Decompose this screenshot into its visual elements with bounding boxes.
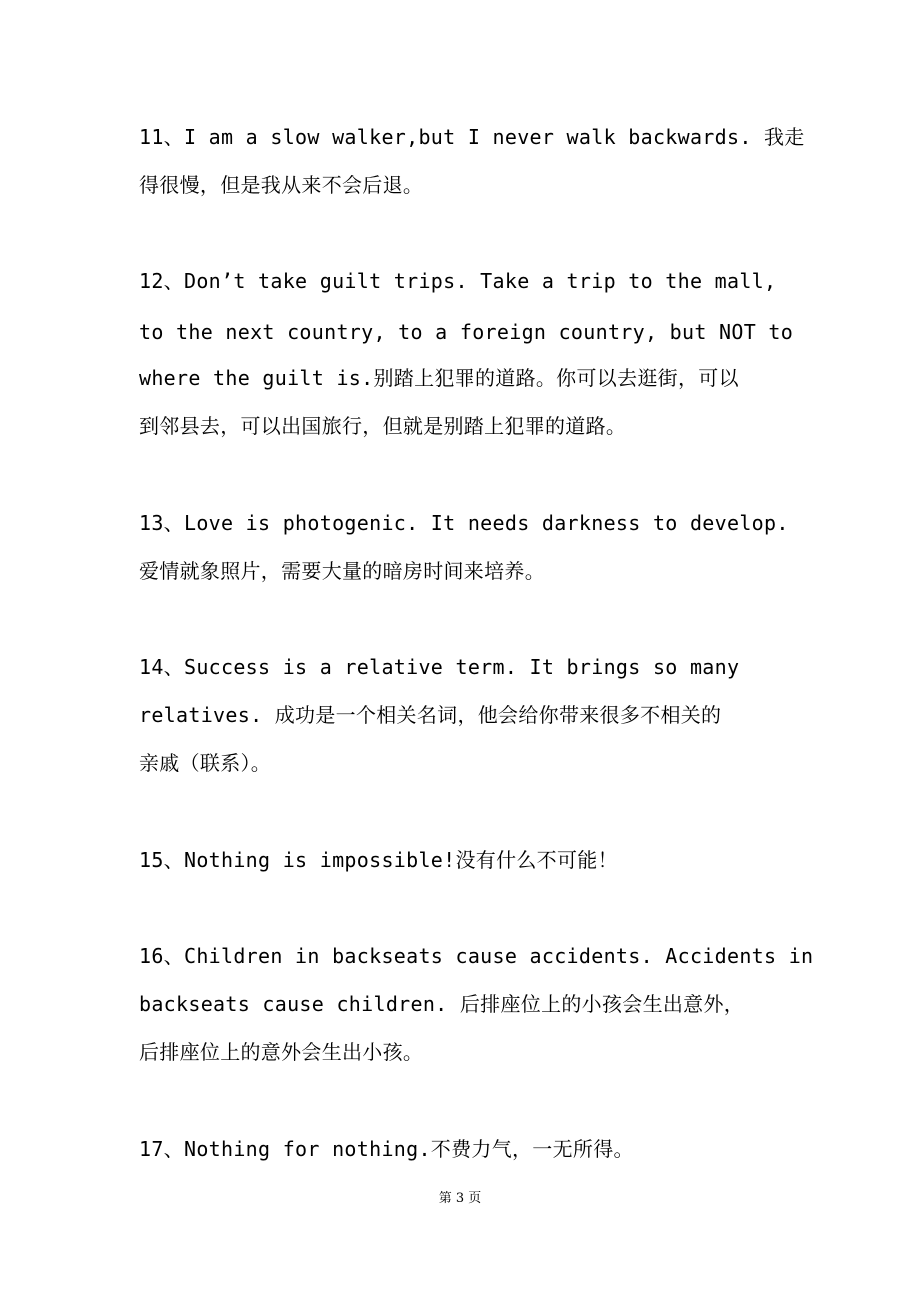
text-line: 14、Success is a relative term. It brings so many <box>139 655 740 679</box>
text-line: relatives. 成功是一个相关名词，他会给你带来很多不相关的 <box>139 703 722 727</box>
page-number: 第 3 页 <box>438 1191 482 1206</box>
text-line: 17、Nothing for nothing.不费力气，一无所得。 <box>139 1137 634 1161</box>
text-line: 16、Children in backseats cause accidents. Accidents in <box>139 944 814 968</box>
text-line: 11、I am a slow walker,but I never walk backwards. 我走 <box>139 125 805 149</box>
text-line: to the next country, to a foreign country, but NOT to <box>139 320 794 344</box>
text-line: 后排座位上的意外会生出小孩。 <box>139 1040 424 1064</box>
text-line: 爱情就象照片，需要大量的暗房时间来培养。 <box>139 559 545 583</box>
text-line: where the guilt is.别踏上犯罪的道路。你可以去逛街，可以 <box>139 366 739 390</box>
text-line: 12、Don’t take guilt trips. Take a trip to the mall, <box>139 269 777 293</box>
text-line: 13、Love is photogenic. It needs darkness to develop. <box>139 511 789 535</box>
text-line: backseats cause children. 后排座位上的小孩会生出意外， <box>139 992 745 1016</box>
text-line: 到邻县去，可以出国旅行，但就是别踏上犯罪的道路。 <box>139 414 627 438</box>
text-line: 15、Nothing is impossible!没有什么不可能！ <box>139 848 618 872</box>
text-line: 得很慢，但是我从来不会后退。 <box>139 173 424 197</box>
text-line: 亲戚（联系）。 <box>139 751 272 775</box>
